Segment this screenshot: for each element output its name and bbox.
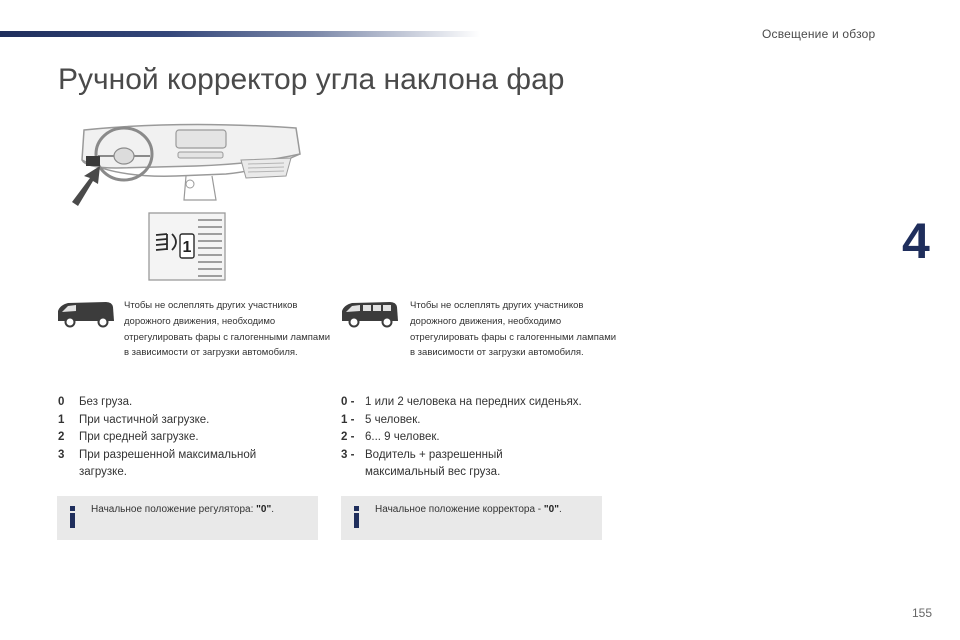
van-icon bbox=[56, 299, 116, 329]
van-note-left: Чтобы не ослеплять других участников дорожного движения, необходимо отрегулировать фары с галогенными лампами в зависимости от загрузки автомобиля. bbox=[124, 300, 331, 359]
section-title: Освещение и обзор bbox=[762, 27, 876, 41]
list-item bbox=[341, 429, 611, 447]
list-item bbox=[58, 447, 308, 482]
list-key: 1 bbox=[58, 413, 65, 426]
list-text: 1 или 2 человека на передних сиденьях. bbox=[365, 396, 582, 408]
list-key: 2 bbox=[58, 431, 65, 443]
list-key: 3 bbox=[58, 448, 65, 461]
switch-position-label: 1 bbox=[182, 239, 192, 256]
van-note-right: Чтобы не ослеплять других участников дорожного движения, необходимо отрегулировать фары с галогенными лампами в зависимости от загрузки автомобиля. bbox=[410, 300, 617, 359]
list-key: 1 - bbox=[341, 413, 355, 426]
list-item bbox=[58, 429, 308, 447]
list-key: 0 bbox=[58, 396, 65, 408]
list-key: 2 - bbox=[341, 431, 355, 443]
list-item bbox=[341, 447, 611, 482]
list-item bbox=[58, 394, 308, 412]
list-key: 3 - bbox=[341, 448, 355, 461]
list-text: При средней загрузке. bbox=[79, 431, 199, 443]
page-number: 155 bbox=[912, 606, 933, 620]
list-item bbox=[341, 394, 611, 412]
chapter-number: 4 bbox=[902, 213, 930, 269]
list-item bbox=[341, 412, 611, 430]
list-text: 6... 9 человек. bbox=[365, 431, 440, 443]
headlamp-switch-illustration bbox=[148, 212, 228, 282]
info-icon bbox=[67, 506, 79, 528]
header-bar bbox=[0, 31, 480, 37]
minibus-icon bbox=[340, 299, 400, 329]
list-text: При разрешенной максимальной загрузке. bbox=[79, 448, 257, 478]
list-text: При частичной загрузке. bbox=[79, 413, 210, 426]
load-list-left bbox=[58, 394, 308, 482]
list-text: 5 человек. bbox=[365, 413, 421, 426]
list-text: Без груза. bbox=[79, 396, 133, 408]
dashboard-illustration bbox=[56, 120, 306, 208]
info-icon bbox=[351, 506, 363, 528]
page-title: Ручной корректор угла наклона фар bbox=[58, 63, 565, 96]
info-text-right: Начальное положение корректора - "0". bbox=[375, 504, 562, 515]
info-box-left bbox=[57, 496, 318, 540]
list-text: Водитель + разрешенный максимальный вес груза. bbox=[365, 448, 503, 478]
load-list-right bbox=[341, 394, 611, 482]
list-key: 0 - bbox=[341, 396, 355, 408]
info-text-left: Начальное положение регулятора: "0". bbox=[91, 504, 274, 515]
list-item bbox=[58, 412, 308, 430]
info-box-right bbox=[341, 496, 602, 540]
